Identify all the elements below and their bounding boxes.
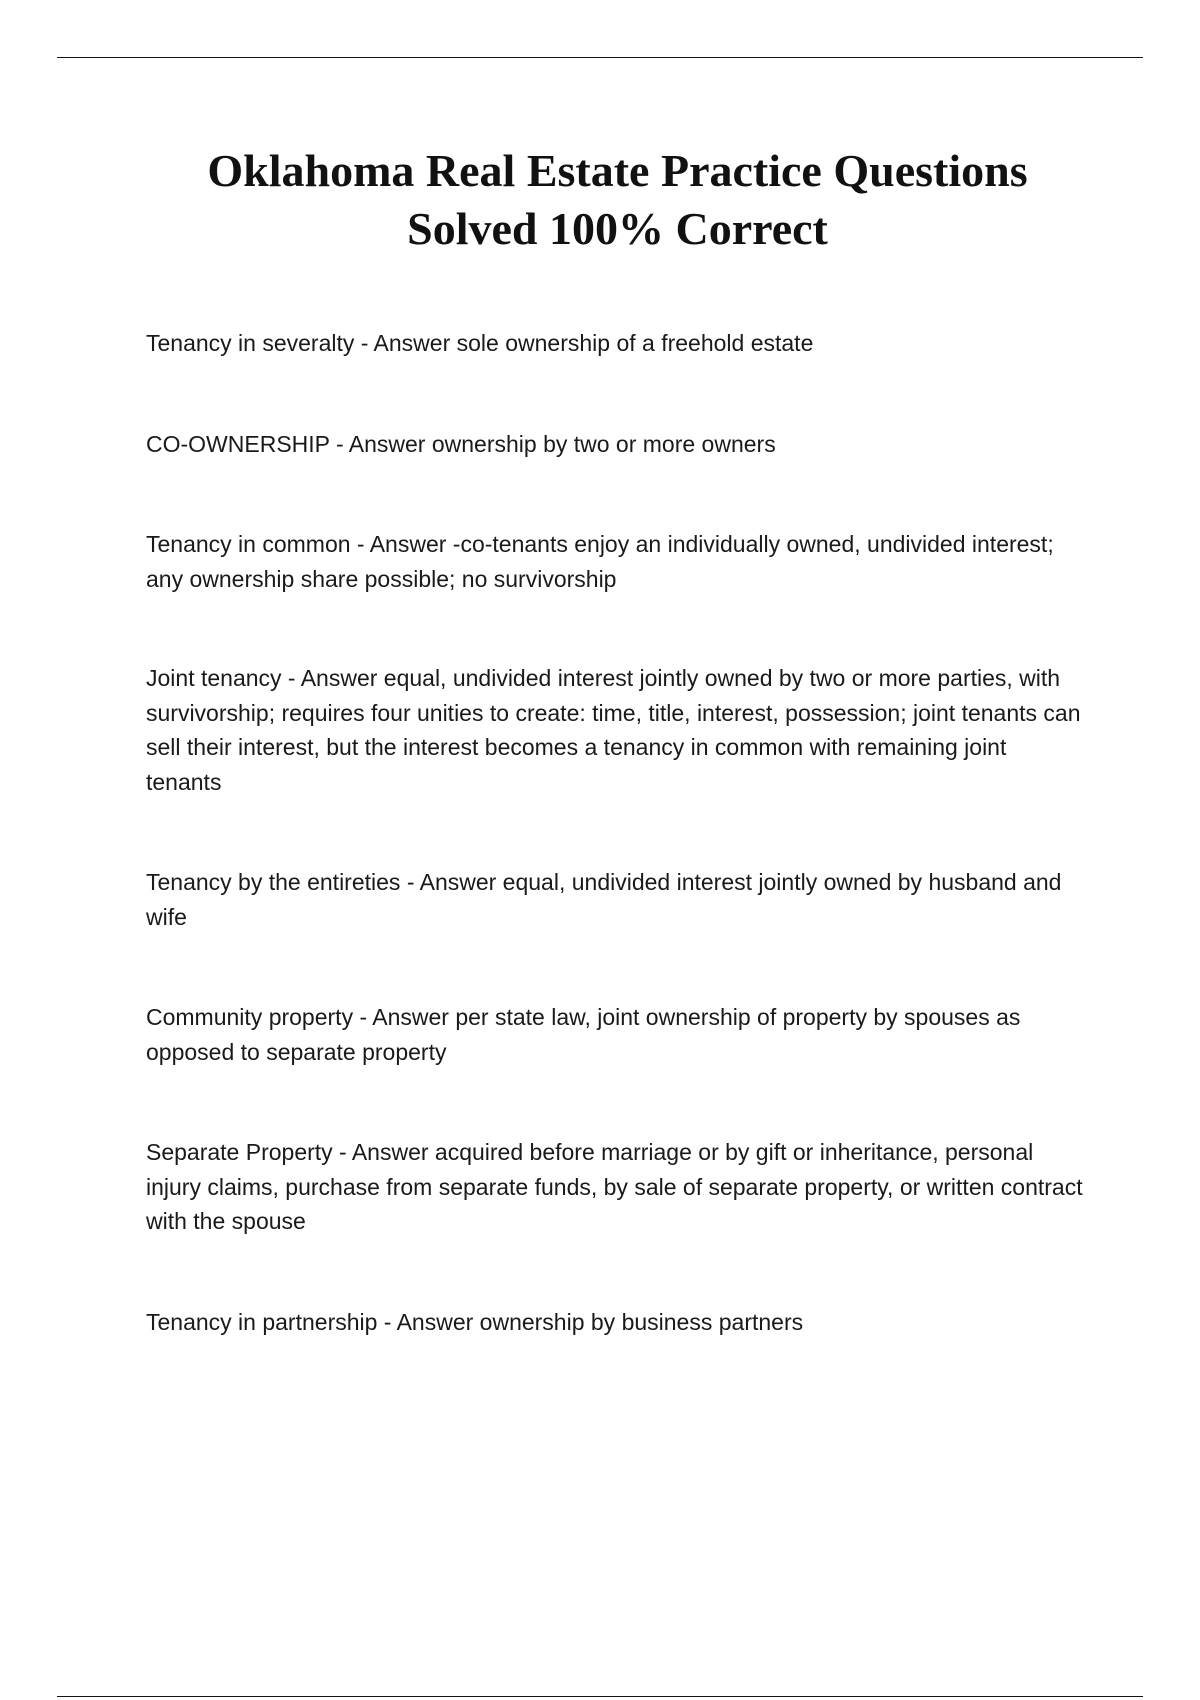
qa-item-co-ownership: CO-OWNERSHIP - Answer ownership by two or more owners [146, 430, 776, 457]
qa-item-separate-property: Separate Property - Answer acquired before marriage or by gift or inheritance, personal injury claims, purchase from separate funds, by sale of separate property, or written contract with the spouse [146, 1139, 1083, 1234]
qa-item-tenancy-in-partnership: Tenancy in partnership - Answer ownership by business partners [146, 1308, 804, 1335]
qa-item-community-property: Community property - Answer per state law, joint ownership of property by spouses as opposed to separate property [146, 1004, 1021, 1065]
qa-item-tenancy-by-the-entireties: Tenancy by the entireties - Answer equal, undivided interest jointly owned by husband and wife [146, 869, 1062, 930]
header-rule [57, 57, 1143, 58]
page-title-line-1: Oklahoma Real Estate Practice Questions [207, 145, 1028, 196]
qa-item-tenancy-in-severalty: Tenancy in severalty - Answer sole ownership of a freehold estate [146, 330, 814, 356]
page-title [0, 142, 1200, 258]
qa-item-joint-tenancy: Joint tenancy - Answer equal, undivided interest jointly owned by two or more parties, with survivorship; requires four unities to create: time, title, interest, possession; joint tenants can sell their interest, but the interest becomes a tenancy in common with remaining joint tenants [146, 665, 1081, 795]
footer-rule [57, 1696, 1143, 1697]
page-title-line-2: Solved 100% Correct [407, 203, 828, 254]
qa-list [146, 326, 1086, 1405]
qa-item-tenancy-in-common: Tenancy in common - Answer -co-tenants enjoy an individually owned, undivided interest; any ownership share possible; no survivorship [146, 531, 1054, 592]
